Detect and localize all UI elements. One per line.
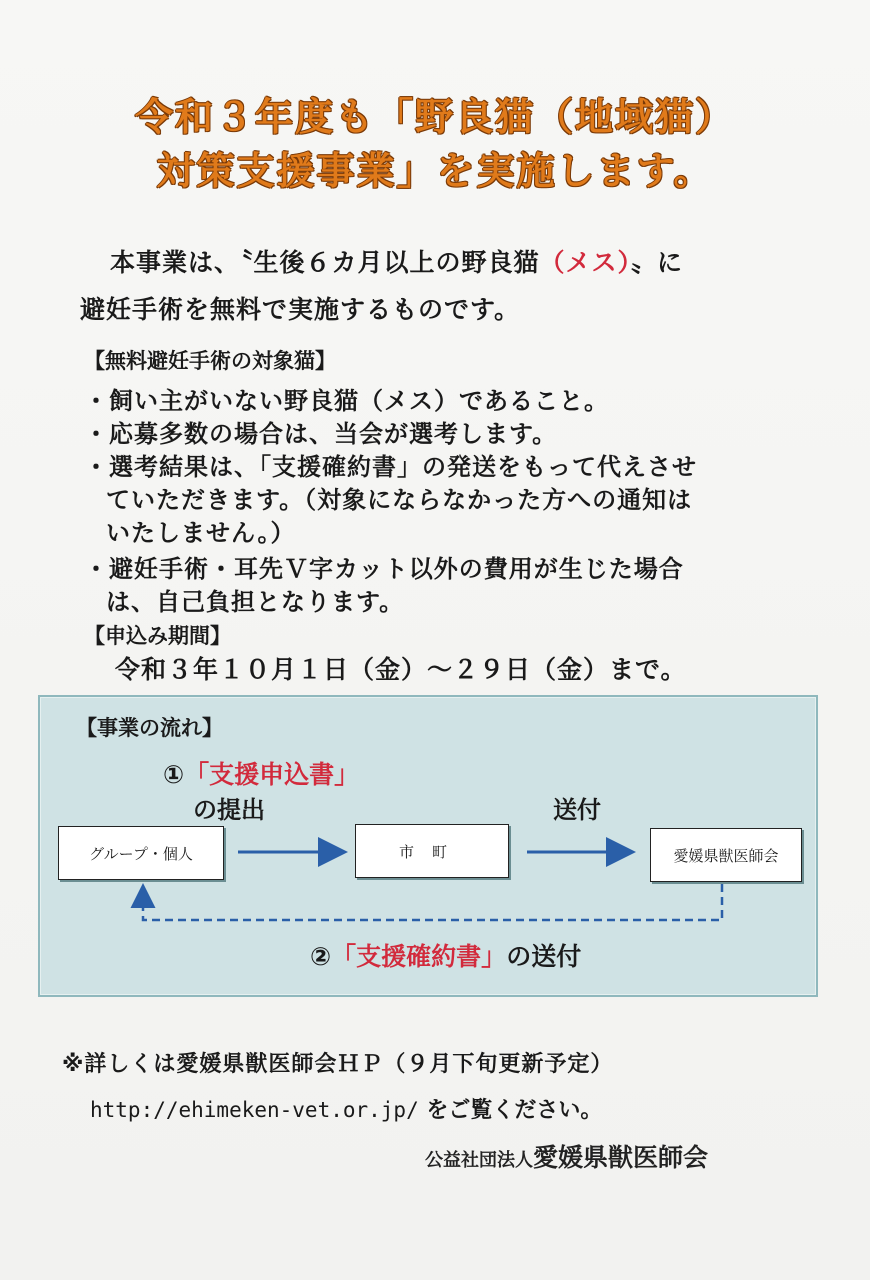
association-url[interactable]: http://ehimeken-vet.or.jp/ xyxy=(90,1098,419,1122)
organization-name xyxy=(425,1138,708,1174)
footer-url-line xyxy=(90,1093,602,1124)
bullet-text-cont: ていただきます。（対象にならなかった方への通知は xyxy=(106,486,693,514)
step2-document: 「支援確約書」 xyxy=(331,942,507,971)
period-heading: 【申込み期間】 xyxy=(84,624,231,648)
eligibility-heading: 【無料避妊手術の対象猫】 xyxy=(84,349,336,373)
step1-document: 「支援申込書」 xyxy=(184,760,360,789)
node-group-individual: グループ・個人 xyxy=(58,826,224,880)
bullet-text-cont: いたしません。） xyxy=(106,519,296,547)
intro-text: 本事業は、〝生後６カ月以上の野良猫 xyxy=(110,248,540,277)
flow-step1-sub: の提出 xyxy=(193,796,265,824)
step1-number: ① xyxy=(163,760,185,789)
step2-number: ② xyxy=(310,942,332,971)
bullet-text: ・応募多数の場合は、当会が選考します。 xyxy=(84,420,558,448)
flow-send-label: 送付 xyxy=(553,796,601,824)
flyer-title-line2: 対策支援事業」を実施します。 xyxy=(156,149,714,193)
bullet-text: ・避妊手術・耳先Ｖ字カット以外の費用が生じた場合 xyxy=(84,555,684,583)
intro-line2: 避妊手術を無料で実施するものです。 xyxy=(80,295,521,324)
flow-step2-label xyxy=(310,937,581,973)
step2-text: の送付 xyxy=(506,942,582,971)
flow-heading: 【事業の流れ】 xyxy=(76,716,223,740)
period-text: 令和３年１０月１日（金）～２９日（金）まで。 xyxy=(115,655,687,684)
footer-note: ※詳しくは愛媛県獣医師会ＨＰ（９月下旬更新予定） xyxy=(62,1052,614,1077)
bullet-text-cont: は、自己負担となります。 xyxy=(106,588,405,616)
organization-type: 公益社団法人 xyxy=(425,1150,533,1171)
url-suffix: をご覧ください。 xyxy=(426,1098,603,1123)
node-vet-association: 愛媛県獣医師会 xyxy=(650,828,802,882)
intro-highlight: （メス） xyxy=(539,248,632,277)
flyer-title-line1: 令和３年度も「野良猫（地域猫） xyxy=(134,95,735,139)
node-city-town: 市町 xyxy=(355,824,509,878)
organization-title: 愛媛県獣医師会 xyxy=(533,1143,709,1172)
bullet-text: ・選考結果は、「支援確約書」の発送をもって代えさせ xyxy=(84,453,697,481)
bullet-text: ・飼い主がいない野良猫（メス）であること。 xyxy=(84,387,609,415)
intro-text-end: 〟に xyxy=(631,248,684,277)
arrow-association-to-group xyxy=(143,884,722,920)
